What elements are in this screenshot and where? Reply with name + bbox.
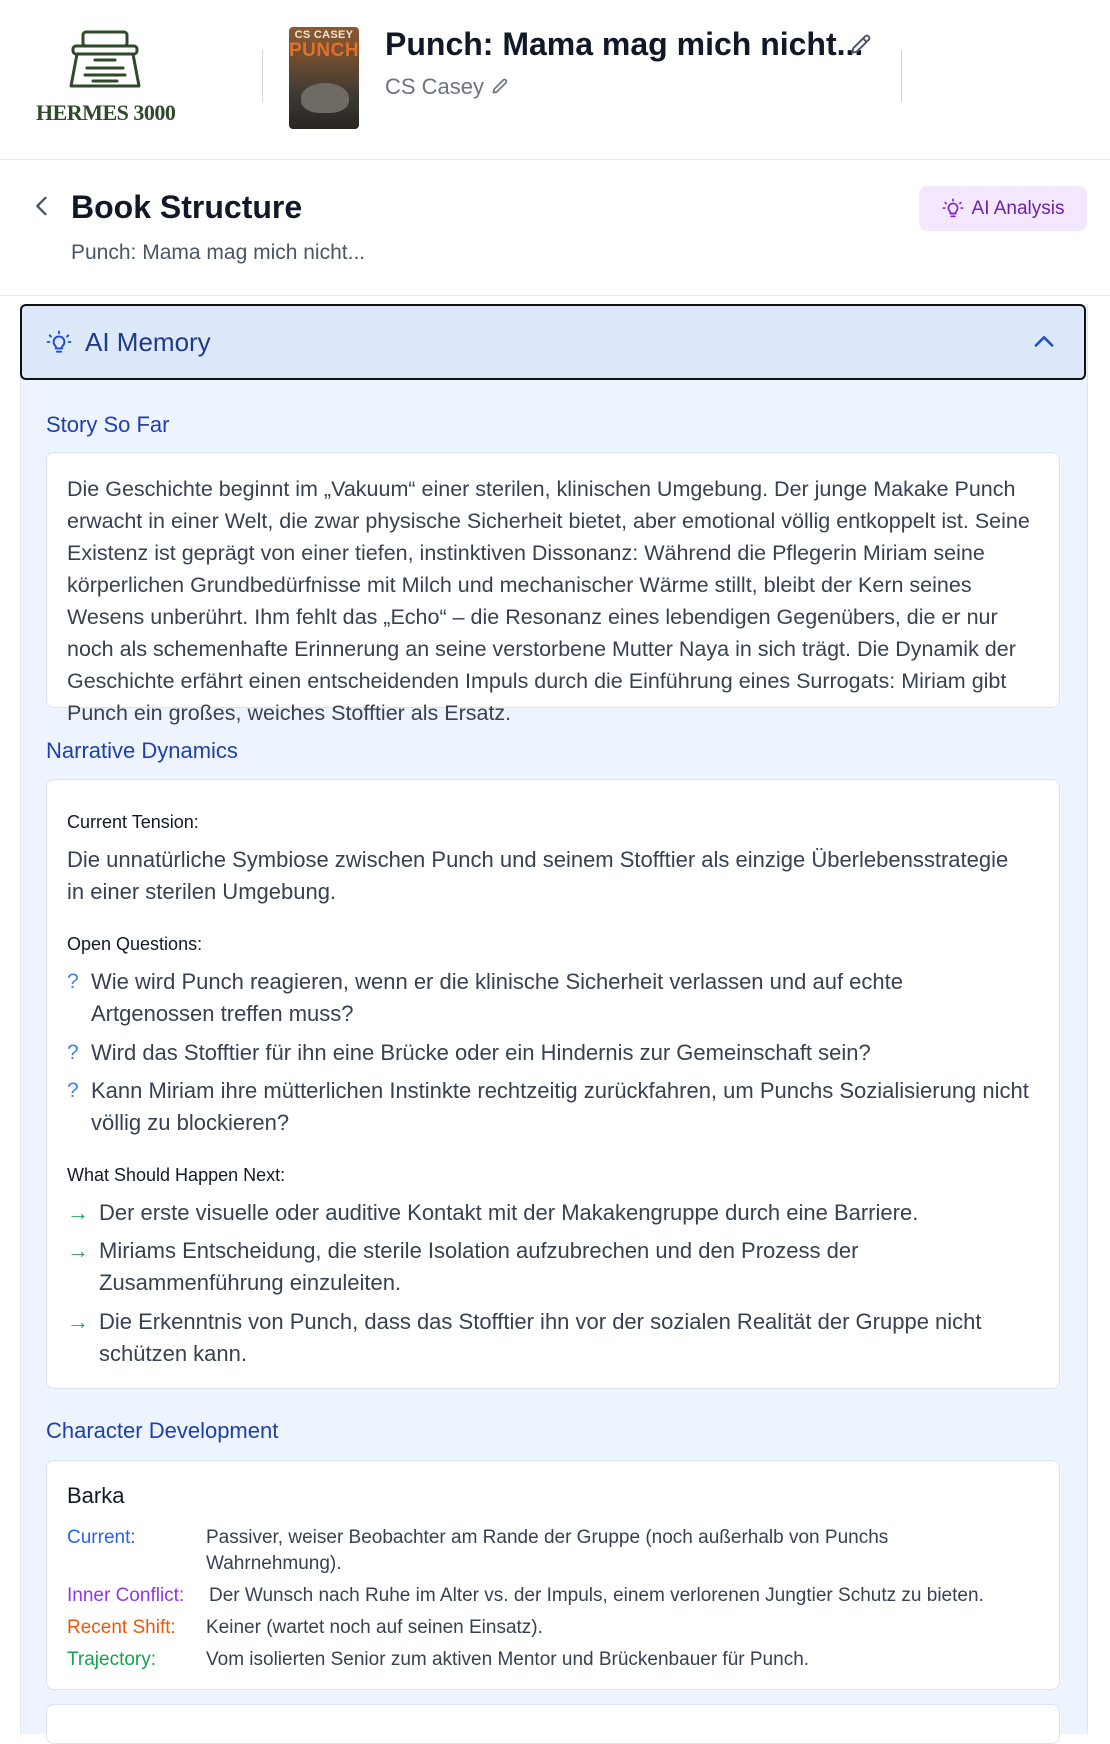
character-development-title: Character Development [46,1418,279,1443]
open-questions-label: Open Questions: [67,934,203,954]
ai-analysis-label: AI Analysis [971,197,1065,219]
question-mark-icon: ? [67,970,79,993]
edit-author-pencil-icon[interactable] [490,76,510,96]
character-card-next [46,1704,1060,1744]
character-name: Barka [67,1483,125,1508]
ai-memory-header[interactable] [20,304,1086,380]
lightbulb-icon [46,330,72,356]
narrative-dynamics-title: Narrative Dynamics [46,738,238,763]
top-header [0,0,1110,160]
trait-current-label: Current: [67,1527,136,1548]
trait-inner-conflict-value: Der Wunsch nach Ruhe im Alter vs. der Impuls, einem verlorenen Jungtier Schutz zu bieten. [209,1585,984,1606]
typewriter-icon [65,28,145,92]
app-logo[interactable] [30,28,180,128]
current-tension-label: Current Tension: [67,812,199,832]
page-subtitle: Punch: Mama mag mich nicht... [71,241,366,264]
cover-author: CS CASEY [294,29,354,41]
book-cover[interactable] [289,27,359,129]
book-title[interactable]: Punch: Mama mag mich nicht... [385,26,864,62]
trait-recent-shift-value: Keiner (wartet noch auf seinen Einsatz). [206,1617,543,1638]
edit-title-pencil-icon[interactable] [848,31,874,57]
chevron-left-icon[interactable] [28,192,56,220]
arrow-right-icon: → [67,1200,89,1225]
narrative-dynamics-card: Current Tension: Die unnatürliche Symbiose zwischen Punch und seinem Stofftier als einzige Überlebensstrategie in einer sterilen Umgebung. Open Questions: ? Wie wird Punch reagieren, wenn er die klinische Sicherheit verlassen und auf echte Artgenossen treffen muss? ? Wird das Stofftier für ihn eine Brücke oder ein Hindernis zur Gemeinschaft sein? ? Kann Miriam ihre mütterlichen Instinkte rechtzeitig zurückfahren, um Punchs Sozialisierung nicht völlig zu blockieren? What Should Happen Next: → Der erste visuelle oder auditive Kontakt mit der Makakengruppe durch eine Barriere. → Miriams Entscheidung, die sterile Isolation aufzubrechen und den Prozess der Zusammenführung einzuleiten. → Die Erkenntnis von Punch, dass das Stofftier ihn vor der sozialen Realität der Gruppe nicht schützen kann. [46,779,1060,1389]
story-so-far-card[interactable] [46,452,1060,725]
logo-text: HERMES 3000 [36,100,176,125]
page-title: Book Structure [71,189,303,225]
next-steps-label: What Should Happen Next: [67,1165,286,1185]
trait-current-value: Passiver, weiser Beobachter am Rande der Gruppe (noch außerhalb von Punchs Wahrnehmung). [206,1527,889,1574]
trait-recent-shift-label: Recent Shift: [67,1617,176,1638]
question-mark-icon: ? [67,1041,79,1064]
book-author[interactable]: CS Casey [385,74,485,99]
header-divider [262,50,263,102]
chevron-up-icon[interactable] [1030,328,1058,356]
ai-analysis-button[interactable] [919,186,1087,231]
trait-trajectory-label: Trajectory: [67,1649,157,1670]
trait-trajectory-value: Vom isolierten Senior zum aktiven Mentor und Brückenbauer für Punch. [206,1649,810,1670]
cover-animal-image [301,83,349,113]
current-tension-text: Die unnatürliche Symbiose zwischen Punch und seinem Stofftier als einzige Überlebensstrategie in einer sterilen Umgebung. [67,847,1009,904]
arrow-right-icon: → [67,1309,89,1334]
question-mark-icon: ? [67,1079,79,1102]
header-divider-right [901,50,902,102]
arrow-right-icon: → [67,1238,89,1263]
story-so-far-title: Story So Far [46,412,170,437]
trait-inner-conflict-label: Inner Conflict: [67,1585,185,1606]
page-header [0,160,1110,296]
character-card [46,1460,1060,1690]
cover-title: PUNCH [289,40,360,61]
story-so-far-text: Die Geschichte beginnt im „Vakuum“ einer sterilen, klinischen Umgebung. Der junge Makake Punch erwacht in einer Welt, die zwar physische Sicherheit bietet, aber emotional völlig entkoppelt ist. Seine Existenz ist geprägt von einer tiefen, instinktiven Dissonanz: Während die Pflegerin Miriam seine körperlichen Grundbedürfnisse mit Milch und mechanischer Wärme stillt, bleibt der Kern seines Wesens unberührt. Ihm fehlt das „Echo“ – die Resonanz eines lebendigen Gegenübers, die er nur noch als schemenhafte Erinnerung an seine verstorbene Mutter Naya in sich trägt. Die Dynamik der Geschichte erfährt einen entscheidenden Impuls durch die Einführung eines Surrogats: Miriam gibt Punch ein großes, weiches Stofftier als Ersatz. [67,477,1030,725]
lightbulb-icon [942,198,964,220]
ai-memory-title: AI Memory [85,327,211,357]
